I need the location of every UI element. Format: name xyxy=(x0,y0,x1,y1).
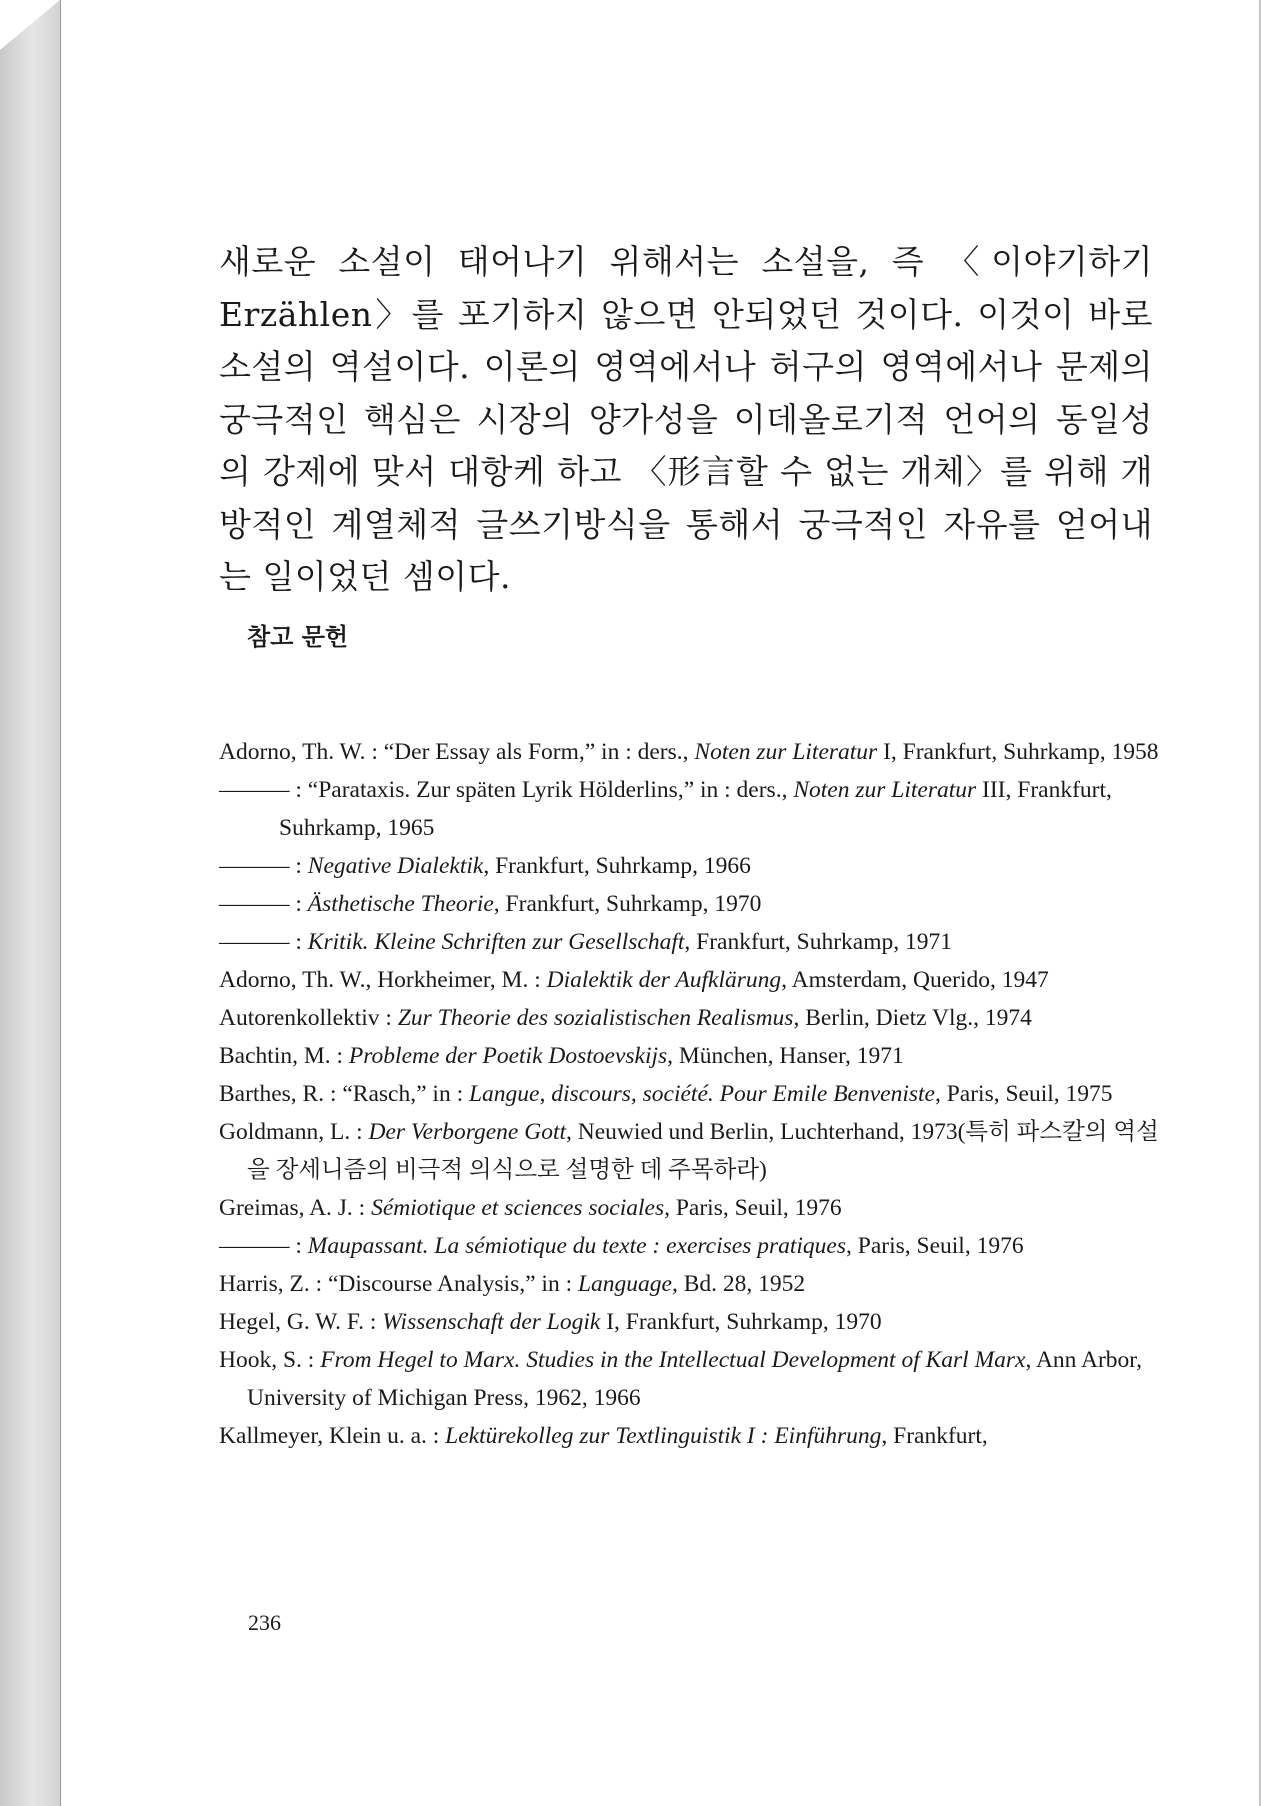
reference-title: Ästhetische Theorie xyxy=(307,891,494,917)
reference-post: I, Frankfurt, Suhrkamp, 1958 xyxy=(877,739,1159,765)
reference-post: , Frankfurt, Suhrkamp, 1971 xyxy=(684,929,953,955)
reference-item xyxy=(219,771,1175,847)
reference-author: Autorenkollektiv : xyxy=(219,1005,398,1031)
reference-title: Langue, discours, société. Pour Emile Benveniste xyxy=(468,1081,935,1107)
book-page xyxy=(60,0,1261,1806)
reference-post: , München, Hanser, 1971 xyxy=(667,1043,904,1069)
reference-title: Noten zur Literatur xyxy=(694,739,878,765)
book-spine xyxy=(0,0,60,1806)
reference-author: Adorno, Th. W. : xyxy=(219,739,384,765)
reference-post: , Paris, Seuil, 1975 xyxy=(934,1081,1113,1107)
reference-item xyxy=(219,733,1175,771)
reference-item xyxy=(219,961,1175,999)
reference-item xyxy=(219,885,1175,923)
reference-item xyxy=(219,1113,1175,1189)
reference-pre: “Discourse Analysis,” in : xyxy=(328,1271,578,1297)
reference-title: Kritik. Kleine Schriften zur Gesellschaft xyxy=(307,929,685,955)
reference-item xyxy=(219,1037,1175,1075)
reference-title: Negative Dialektik xyxy=(307,853,484,879)
reference-item xyxy=(219,1075,1175,1113)
reference-title: Probleme der Poetik Dostoevskijs xyxy=(348,1043,668,1069)
reference-author: Adorno, Th. W., Horkheimer, M. : xyxy=(219,967,547,993)
reference-author: Harris, Z. : xyxy=(219,1271,328,1297)
reference-item xyxy=(219,847,1175,885)
reference-author: ——— : xyxy=(219,1233,308,1259)
reference-title: From Hegel to Marx. Studies in the Intellectual Development of Karl Marx xyxy=(320,1347,1026,1373)
reference-title: Maupassant. La sémiotique du texte : exercises pratiques xyxy=(307,1233,847,1259)
reference-item xyxy=(219,1189,1175,1227)
reference-title: Lektürekolleg zur Textlinguistik I : Einführung xyxy=(445,1423,882,1449)
reference-author: Barthes, R. : xyxy=(219,1081,343,1107)
reference-title: Der Verborgene Gott xyxy=(368,1119,567,1145)
reference-post: I, Frankfurt, Suhrkamp, 1970 xyxy=(600,1309,882,1335)
reference-pre: “Der Essay als Form,” in : ders., xyxy=(383,739,695,765)
reference-item xyxy=(219,1303,1175,1341)
section-heading: 참고 문헌 xyxy=(247,623,349,651)
reference-author: ——— : xyxy=(219,853,308,879)
page-number: 236 xyxy=(248,1610,281,1635)
reference-author: ——— : xyxy=(219,777,308,803)
book-spine-corner xyxy=(0,0,60,50)
reference-author: Kallmeyer, Klein u. a. : xyxy=(219,1423,446,1449)
reference-pre: “Rasch,” in : xyxy=(342,1081,469,1107)
reference-title: Language, xyxy=(577,1271,678,1297)
body-paragraph: 새로운 소설이 태어나기 위해서는 소설을, 즉 〈이야기하기 Erzählen〉를 포기하지 않으면 안되었던 것이다. 이것이 바로 소설의 역설이다. 이론의 영역에서나 허구의 영역에서나 문제의 궁극적인 핵심은 시장의 양가성을 이데올로기적 언어의 동일성의 강제에 맞서 대항케 하고 〈形言할 수 없는 개체〉를 위해 개방적인 계열체적 글쓰기방식을 통해서 궁극적인 자유를 얻어내는 일이었던 셈이다. xyxy=(219,242,1153,596)
reference-post: , Amsterdam, Querido, 1947 xyxy=(781,967,1049,993)
reference-author: Hook, S. : xyxy=(219,1347,321,1373)
reference-post: , Ann Arbor, University of Michigan Press, 1962, 1966 xyxy=(247,1347,1143,1411)
reference-author: Hegel, G. W. F. : xyxy=(219,1309,383,1335)
reference-post: III, Frankfurt, Suhrkamp, 1965 xyxy=(279,777,1112,841)
reference-item xyxy=(219,923,1175,961)
reference-title: Noten zur Literatur xyxy=(793,777,977,803)
reference-post: , Frankfurt, Suhrkamp, 1966 xyxy=(483,853,751,879)
reference-post: , Berlin, Dietz Vlg., 1974 xyxy=(793,1005,1032,1031)
reference-post: , Frankfurt, xyxy=(881,1423,988,1449)
reference-post: , Paris, Seuil, 1976 xyxy=(846,1233,1024,1259)
reference-post: , Frankfurt, Suhrkamp, 1970 xyxy=(493,891,762,917)
reference-item xyxy=(219,1265,1175,1303)
reference-item xyxy=(219,1227,1175,1265)
reference-title: Sémiotique et sciences sociales xyxy=(371,1195,665,1221)
reference-list xyxy=(219,733,1175,1455)
reference-title: Dialektik der Aufklärung xyxy=(546,967,782,993)
reference-pre: “Parataxis. Zur späten Lyrik Hölderlins,” in : ders., xyxy=(307,777,794,803)
reference-author: Goldmann, L. : xyxy=(219,1119,369,1145)
reference-item xyxy=(219,1341,1175,1417)
reference-author: ——— : xyxy=(219,929,308,955)
reference-title: Wissenschaft der Logik xyxy=(382,1309,601,1335)
reference-post: Bd. 28, 1952 xyxy=(677,1271,806,1297)
reference-author: Greimas, A. J. : xyxy=(219,1195,372,1221)
reference-post: , Neuwied und Berlin, Luchterhand, 1973(특히 파스칼의 역설을 장세니즘의 비극적 의식으로 설명한 데 주목하라) xyxy=(247,1119,1159,1183)
reference-item xyxy=(219,999,1175,1037)
reference-title: Zur Theorie des sozialistischen Realismus xyxy=(397,1005,794,1031)
reference-post: , Paris, Seuil, 1976 xyxy=(664,1195,842,1221)
reference-item xyxy=(219,1417,1175,1455)
reference-author: ——— : xyxy=(219,891,308,917)
reference-author: Bachtin, M. : xyxy=(219,1043,349,1069)
